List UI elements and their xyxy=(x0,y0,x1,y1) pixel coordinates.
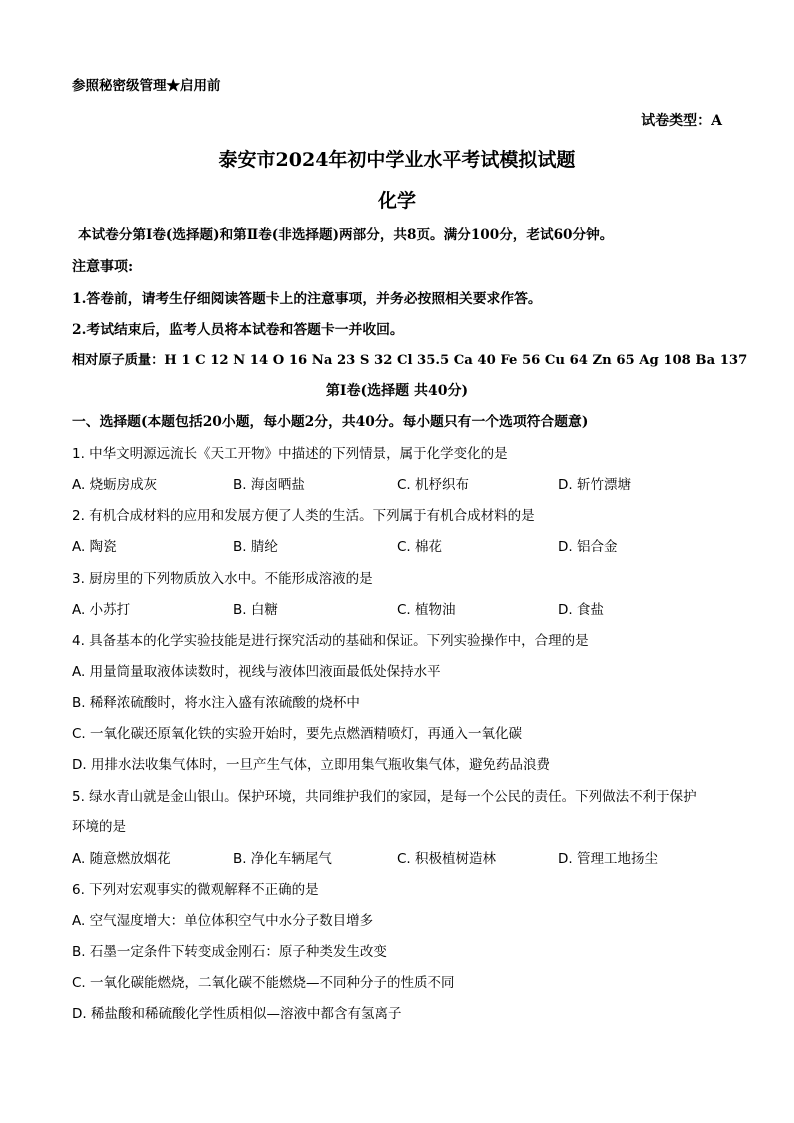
option-b: B. 白糖 xyxy=(233,602,278,618)
exam-title: 泰安市2024年初中学业水平考试模拟试题 xyxy=(218,149,576,171)
option-b: B. 腈纶 xyxy=(233,539,278,555)
exam-intro: 本试卷分第Ⅰ卷(选择题)和第Ⅱ卷(非选择题)两部分，共8页。满分100分，老试60分钟。 xyxy=(78,227,614,243)
option-b: B. 稀释浓硫酸时，将水注入盛有浓硫酸的烧杯中 xyxy=(72,695,360,711)
note-item: 1.答卷前，请考生仔细阅读答题卡上的注意事项，并务必按照相关要求作答。 xyxy=(72,291,542,307)
option-c: C. 一氧化碳能燃烧，二氧化碳不能燃烧—不同种分子的性质不同 xyxy=(72,975,455,991)
option-a: A. 用量筒量取液体读数时，视线与液体凹液面最低处保持水平 xyxy=(72,664,441,680)
option-c: C. 积极植树造林 xyxy=(397,851,497,867)
option-c: C. 一氧化碳还原氧化铁的实验开始时，要先点燃酒精喷灯，再通入一氧化碳 xyxy=(72,726,523,742)
option-d: D. 铝合金 xyxy=(558,539,618,555)
option-b: B. 净化车辆尾气 xyxy=(233,851,332,867)
question-stem: 2. 有机合成材料的应用和发展方便了人类的生活。下列属于有机合成材料的是 xyxy=(72,508,535,524)
question-stem: 4. 具备基本的化学实验技能是进行探究活动的基础和保证。下列实验操作中，合理的是 xyxy=(72,633,589,649)
option-d: D. 斩竹漂塘 xyxy=(558,477,631,493)
notes-heading: 注意事项: xyxy=(72,259,134,275)
part-heading: 第Ⅰ卷(选择题 共40分) xyxy=(325,383,469,399)
question-stem: 5. 绿水青山就是金山银山。保护环境，共同维护我们的家园，是每一个公民的责任。下列做法不利于保护 xyxy=(72,789,697,805)
section-heading: 一、选择题(本题包括20小题，每小题2分，共40分。每小题只有一个选项符合题意) xyxy=(72,414,589,430)
option-c: C. 植物油 xyxy=(397,602,456,618)
question-stem: 1. 中华文明源远流长《天工开物》中描述的下列情景，属于化学变化的是 xyxy=(72,446,508,462)
option-d: D. 食盐 xyxy=(558,602,604,618)
option-d: D. 稀盐酸和稀硫酸化学性质相似—溶液中都含有氢离子 xyxy=(72,1006,402,1022)
option-b: B. 海卤晒盐 xyxy=(233,477,305,493)
question-stem-continued: 环境的是 xyxy=(72,819,126,835)
option-b: B. 石墨一定条件下转变成金刚石：原子种类发生改变 xyxy=(72,944,387,960)
subject-title: 化学 xyxy=(377,190,416,212)
option-c: C. 棉花 xyxy=(397,539,443,555)
option-a: A. 小苏打 xyxy=(72,602,131,618)
question-stem: 3. 厨房里的下列物质放入水中。不能形成溶液的是 xyxy=(72,571,373,587)
option-a: A. 陶瓷 xyxy=(72,539,117,555)
paper-type-label: 试卷类型：A xyxy=(641,113,722,129)
question-stem: 6. 下列对宏观事实的微观解释不正确的是 xyxy=(72,882,319,898)
option-a: A. 随意燃放烟花 xyxy=(72,851,171,867)
option-d: D. 用排水法收集气体时，一旦产生气体，立即用集气瓶收集气体，避免药品浪费 xyxy=(72,757,550,773)
option-a: A. 烧蛎房成灰 xyxy=(72,477,158,493)
option-c: C. 机杼织布 xyxy=(397,477,470,493)
option-d: D. 管理工地扬尘 xyxy=(558,851,658,867)
option-a: A. 空气湿度增大：单位体积空气中水分子数目增多 xyxy=(72,913,374,929)
note-item: 2.考试结束后，监考人员将本试卷和答题卡一并收回。 xyxy=(72,322,404,338)
atomic-masses: 相对原子质量：H 1 C 12 N 14 O 16 Na 23 S 32 Cl 35.5 Ca 40 Fe 56 Cu 64 Zn 65 Ag 108 Ba 137 xyxy=(72,353,748,368)
confidentiality-note: 参照秘密级管理★启用前 xyxy=(72,78,221,94)
